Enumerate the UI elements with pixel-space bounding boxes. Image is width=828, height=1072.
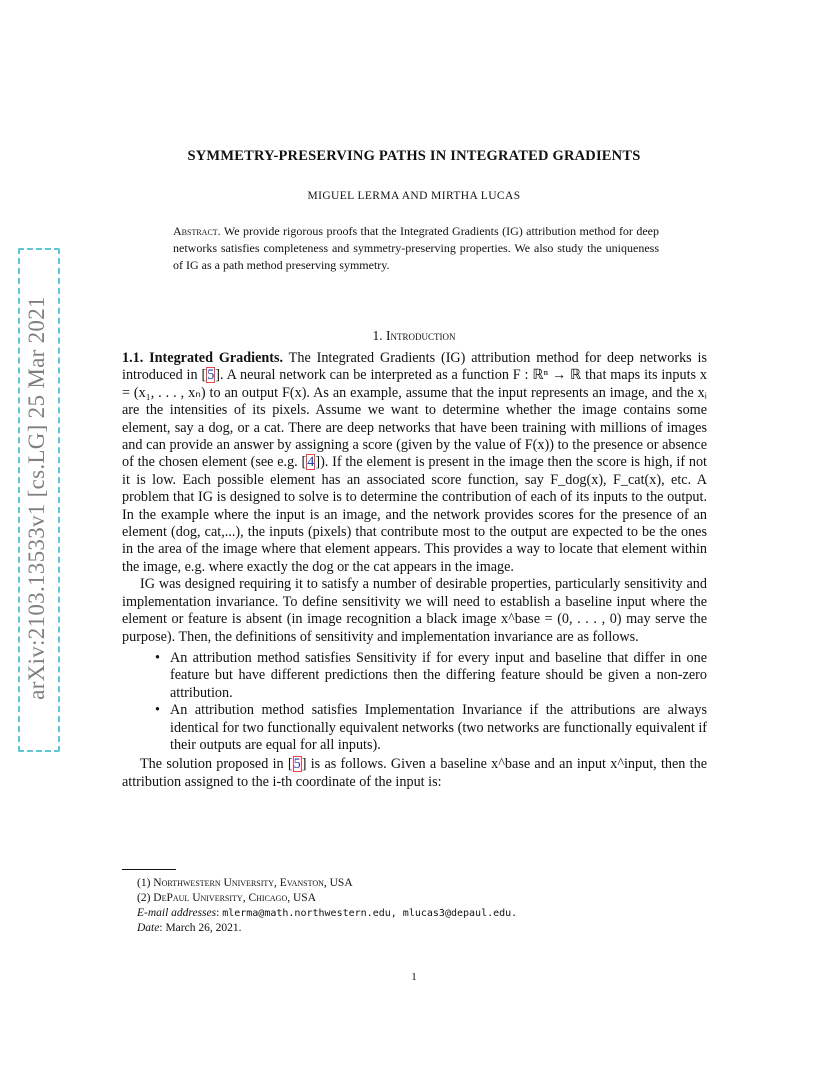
- arxiv-identifier[interactable]: arXiv:2103.13533v1 [cs.LG] 25 Mar 2021: [24, 296, 49, 700]
- paragraph-integrated-gradients: 1.1. Integrated Gradients. The Integrated Gradients (IG) attribution method for deep networks is introduced in [5]. A neural network can be interpreted as a function F : ℝⁿ → ℝ that maps its inputs x = (x₁, . . . , xₙ) to an output F(x). As an example, assume that the input represents an image, and the xᵢ are the intensities of its pixels. Assume we want to determine whether the image contains some element, say a dog, or a cat. There are deep networks that have been training with millions of images and can provide an answer by assigning a score (given by the value of F(x)) to the presence or absence of the chosen element (see e.g. [4]). If the element is present in the image then the score is high, if not it is low. Each possible element has an associated score function, say F_dog(x), F_cat(x), etc. A problem that IG is designed to solve is to determine the contribution of each of its inputs to the output. In the example where the input is an image, and the network provides scores for the presence of an element (dog, cat,...), the inputs (pixels) that contribute most to the output are expected to be the ones in the area of the image where that element appears. This provides a way to locate that element within the image, e.g. where exactly the dog or the cat appears in the image.: [122, 350, 708, 575]
- affiliation-2: (2) DePaul University, Chicago, USA: [137, 892, 316, 904]
- paragraph-text: The Integrated Gradients (IG) attribution method for deep networks is introduced in: [122, 350, 708, 384]
- footnote-divider: [122, 869, 176, 870]
- paper-authors: MIGUEL LERMA AND MIRTHA LUCAS: [307, 190, 521, 202]
- paragraph-text: . A neural network can be interpreted as a function F : ℝⁿ → ℝ that maps its inputs x = (x₁, . . . , xₙ) to an output F(x). As an example, assume that the input represents an image, and the xᵢ are the intensities of its pixels. Assume we want to determine whether the image contains some element, say a dog, or a cat. There are deep networks that have been training with millions of images and can provide an answer by assigning a score (given by the value of F(x)) to the presence or absence of the chosen element (see e.g.: [122, 367, 707, 471]
- subsection-label: 1.1. Integrated Gradients.: [122, 350, 284, 366]
- section-title: Introduction: [386, 328, 456, 343]
- property-list: [122, 650, 707, 754]
- citation-link[interactable]: 5: [293, 756, 301, 773]
- citation-link[interactable]: 4: [307, 454, 315, 471]
- paragraph-text: is as follows. Given a baseline x^base and an input x^input, then the attribution assigned to the i-th coordinate of the input is:: [122, 756, 707, 790]
- list-item-implementation-invariance: • An attribution method satisfies Implementation Invariance if the attributions are always identical for two functionally equivalent networks (two networks are functionally equivalent if their outputs are equal for all inputs).: [122, 702, 707, 754]
- email-line: E-mail addresses: mlerma@math.northwestern.edu, mlucas3@depaul.edu.: [137, 907, 518, 919]
- date-label: Date: [137, 922, 160, 934]
- email-addresses[interactable]: mlerma@math.northwestern.edu, mlucas3@depaul.edu.: [222, 908, 518, 919]
- date-line: Date: March 26, 2021.: [137, 922, 242, 934]
- footnotes: [137, 876, 697, 936]
- body-text: [122, 350, 707, 791]
- abstract: [173, 223, 659, 274]
- paragraph-text: The solution proposed in: [140, 756, 288, 773]
- paper-title: SYMMETRY-PRESERVING PATHS IN INTEGRATED GRADIENTS: [187, 148, 641, 164]
- email-label: E-mail addresses: [137, 907, 217, 919]
- citation-link[interactable]: 5: [207, 367, 215, 384]
- date-value: March 26, 2021.: [165, 922, 242, 934]
- section-number: 1.: [372, 328, 383, 343]
- paragraph-text: ). If the element is present in the image then the score is high, if not it is low. Each possible element has an associated score function, say F_dog(x), F_cat(x), etc. A problem that IG is designed to solve is to determine the contribution of each of its inputs to the output. In the example where the input is an image, and the network provides scores for the presence of an element (dog, cat,...), the inputs (pixels) that contribute most to the output are expected to be the ones in the area of the image where that element appears. This provides a way to locate that element within the image, e.g. where exactly the dog or the cat appears in the image.: [122, 454, 707, 575]
- paragraph-properties: IG was designed requiring it to satisfy a number of desirable properties, particularly sensitivity and implementation invariance. To define sensitivity we will need to establish a baseline input where the element or feature is absent (in image recognition a black image x^base = (0, . . . , 0) may serve the purpose). Then, the definitions of sensitivity and implementation invariance are as follows.: [122, 576, 707, 645]
- section-heading: [0, 328, 828, 344]
- affiliation-1: (1) Northwestern University, Evanston, USA: [137, 877, 353, 889]
- list-item-sensitivity: • An attribution method satisfies Sensitivity if for every input and baseline that differ in one feature but have different predictions then the differing feature should be given a non-zero attribution.: [122, 650, 707, 702]
- abstract-text: We provide rigorous proofs that the Integrated Gradients (IG) attribution method for deep networks satisfies completeness and symmetry-preserving properties. We also study the uniqueness of IG as a path method preserving symmetry.: [173, 224, 659, 272]
- abstract-label: Abstract.: [173, 224, 221, 238]
- paragraph-solution: The solution proposed in [5] is as follows. Given a baseline x^base and an input x^input, then the attribution assigned to the i-th coordinate of the input is:: [122, 756, 707, 790]
- page-number: 1: [411, 971, 417, 983]
